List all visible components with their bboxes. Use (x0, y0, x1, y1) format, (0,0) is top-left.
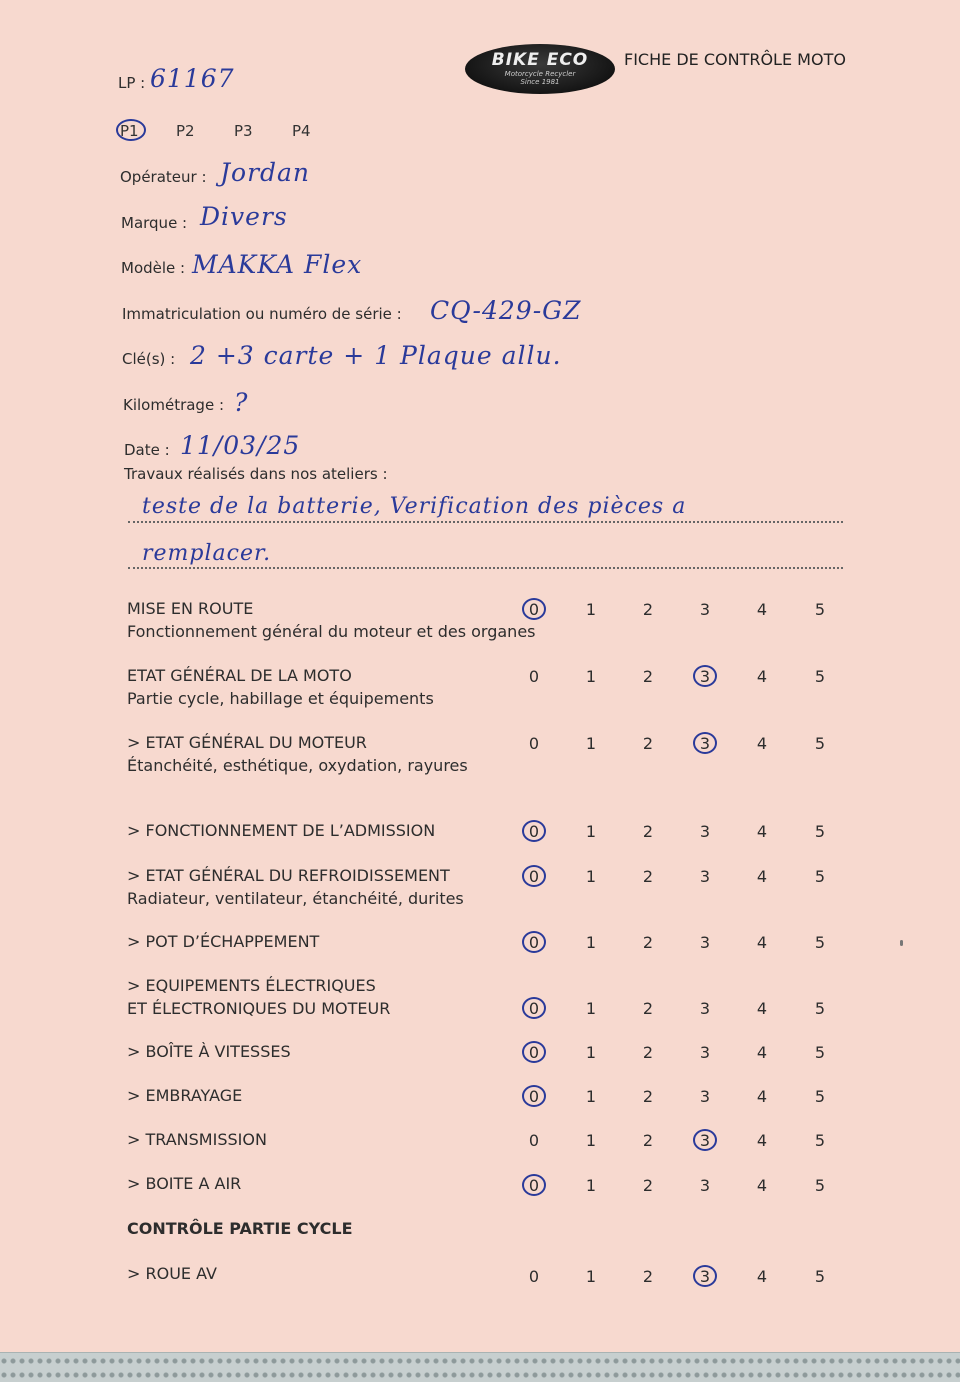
selected-score-circle (522, 1041, 546, 1063)
score-option-0: 0 (528, 999, 540, 1018)
selected-score-circle (522, 598, 546, 620)
score-option-1: 1 (585, 822, 597, 841)
score-option-2: 2 (642, 667, 654, 686)
criterion-title: CONTRÔLE PARTIE CYCLE (127, 1219, 353, 1238)
score-option-4: 4 (756, 1267, 768, 1286)
score-option-0: 0 (528, 1043, 540, 1062)
score-option-3: 3 (699, 933, 711, 952)
cles-label: Clé(s) : (122, 350, 176, 368)
score-option-5: 5 (814, 1267, 826, 1286)
travaux-text-1: teste de la batterie, Verification des pièces a (142, 494, 687, 519)
score-option-1: 1 (585, 734, 597, 753)
criterion-title: > ETAT GÉNÉRAL DU REFROIDISSEMENT (127, 866, 450, 885)
score-option-0: 0 (528, 1087, 540, 1106)
kilometrage-label: Kilométrage : (123, 396, 225, 414)
selected-score-circle (522, 931, 546, 953)
criterion-label (127, 864, 464, 910)
criterion-subtitle: Étanchéité, esthétique, oxydation, rayures (127, 756, 468, 775)
score-option-3: 3 (699, 734, 711, 753)
score-option-3: 3 (699, 1087, 711, 1106)
score-option-0: 0 (528, 1176, 540, 1195)
score-option-1: 1 (585, 1087, 597, 1106)
score-option-5: 5 (814, 1176, 826, 1195)
score-option-3: 3 (699, 1131, 711, 1150)
score-option-2: 2 (642, 933, 654, 952)
score-option-2: 2 (642, 1087, 654, 1106)
criterion-label (127, 731, 468, 777)
score-option-3: 3 (699, 1043, 711, 1062)
criterion-label (127, 974, 390, 1020)
score-option-3: 3 (699, 1267, 711, 1286)
criterion-title: > TRANSMISSION (127, 1130, 267, 1149)
modele-label: Modèle : (121, 259, 186, 277)
score-option-4: 4 (756, 1176, 768, 1195)
score-option-0: 0 (528, 600, 540, 619)
score-option-2: 2 (642, 999, 654, 1018)
selected-score-circle (693, 665, 717, 687)
position-p2: P2 (176, 122, 195, 140)
score-option-4: 4 (756, 1087, 768, 1106)
position-p3: P3 (234, 122, 253, 140)
travaux-text-2: remplacer. (142, 541, 272, 566)
criterion-label (127, 664, 434, 710)
lp-label: LP : (118, 74, 146, 92)
selected-score-circle (693, 1265, 717, 1287)
score-option-5: 5 (814, 822, 826, 841)
travaux-line-2 (128, 567, 843, 569)
marque-value: Divers (200, 202, 288, 231)
travaux-line-1 (128, 521, 843, 523)
score-option-1: 1 (585, 1131, 597, 1150)
operateur-value: Jordan (220, 158, 311, 187)
score-option-4: 4 (756, 667, 768, 686)
score-option-2: 2 (642, 1131, 654, 1150)
score-option-2: 2 (642, 1267, 654, 1286)
score-option-1: 1 (585, 667, 597, 686)
criterion-label (127, 1172, 241, 1195)
position-p1: P1 (120, 122, 139, 140)
criterion-title: > BOITE A AIR (127, 1174, 242, 1193)
sheet-title: FICHE DE CONTRÔLE MOTO (624, 50, 846, 69)
score-option-4: 4 (756, 933, 768, 952)
selected-score-circle (522, 865, 546, 887)
sheet-mark (900, 940, 903, 946)
score-option-0: 0 (528, 867, 540, 886)
criterion-title: ETAT GÉNÉRAL DE LA MOTO (127, 666, 352, 685)
kilometrage-value: ? (234, 388, 249, 417)
score-option-5: 5 (814, 1043, 826, 1062)
score-option-5: 5 (814, 933, 826, 952)
score-option-0: 0 (528, 933, 540, 952)
criterion-title: MISE EN ROUTE (127, 599, 254, 618)
score-option-4: 4 (756, 600, 768, 619)
criterion-label (127, 819, 435, 842)
score-option-4: 4 (756, 867, 768, 886)
score-option-0: 0 (528, 667, 540, 686)
travaux-label: Travaux réalisés dans nos ateliers : (124, 465, 388, 483)
score-option-1: 1 (585, 867, 597, 886)
criterion-subtitle: Partie cycle, habillage et équipements (127, 689, 434, 708)
criterion-label (127, 1128, 267, 1151)
selected-score-circle (693, 1129, 717, 1151)
criterion-title: > ROUE AV (127, 1264, 217, 1283)
criterion-title: > BOÎTE À VITESSES (127, 1042, 291, 1061)
score-option-4: 4 (756, 1131, 768, 1150)
score-option-5: 5 (814, 1131, 826, 1150)
criterion-title: > POT D’ÉCHAPPEMENT (127, 932, 320, 951)
criterion-label (127, 930, 319, 953)
selected-score-circle (522, 1174, 546, 1196)
score-option-4: 4 (756, 734, 768, 753)
score-option-5: 5 (814, 734, 826, 753)
score-option-4: 4 (756, 822, 768, 841)
score-option-4: 4 (756, 999, 768, 1018)
score-option-0: 0 (528, 1131, 540, 1150)
criterion-subtitle: Radiateur, ventilateur, étanchéité, durites (127, 889, 464, 908)
position-p4: P4 (292, 122, 311, 140)
score-option-1: 1 (585, 933, 597, 952)
modele-value: MAKKA Flex (192, 250, 363, 279)
date-value: 11/03/25 (180, 431, 301, 460)
score-option-2: 2 (642, 734, 654, 753)
criterion-subtitle: ET ÉLECTRONIQUES DU MOTEUR (127, 999, 391, 1018)
score-option-5: 5 (814, 600, 826, 619)
score-option-3: 3 (699, 1176, 711, 1195)
selected-score-circle (522, 1085, 546, 1107)
score-option-2: 2 (642, 822, 654, 841)
score-option-1: 1 (585, 999, 597, 1018)
criterion-title: > EMBRAYAGE (127, 1086, 243, 1105)
score-option-1: 1 (585, 1043, 597, 1062)
score-option-2: 2 (642, 1043, 654, 1062)
score-option-0: 0 (528, 1267, 540, 1286)
score-option-2: 2 (642, 867, 654, 886)
date-label: Date : (124, 441, 170, 459)
bike-eco-logo: BIKE ECO Motorcycle Recycler Since 1981 (465, 44, 615, 94)
marque-label: Marque : (121, 214, 188, 232)
score-option-4: 4 (756, 1043, 768, 1062)
score-option-3: 3 (699, 600, 711, 619)
score-option-2: 2 (642, 1176, 654, 1195)
immatriculation-label: Immatriculation ou numéro de série : (122, 305, 402, 323)
criterion-title: > ETAT GÉNÉRAL DU MOTEUR (127, 733, 367, 752)
score-option-3: 3 (699, 999, 711, 1018)
criterion-label (127, 1262, 217, 1285)
score-option-5: 5 (814, 667, 826, 686)
criterion-title: > EQUIPEMENTS ÉLECTRIQUES (127, 976, 376, 995)
selected-score-circle (693, 732, 717, 754)
immatriculation-value: CQ-429-GZ (430, 296, 582, 325)
criterion-label (127, 597, 536, 643)
criterion-title: > FONCTIONNEMENT DE L’ADMISSION (127, 821, 436, 840)
criterion-label (127, 1040, 291, 1063)
selected-score-circle (522, 997, 546, 1019)
score-option-0: 0 (528, 734, 540, 753)
score-option-5: 5 (814, 867, 826, 886)
criterion-label (127, 1084, 242, 1107)
lp-value: 61167 (150, 64, 235, 93)
score-option-2: 2 (642, 600, 654, 619)
score-option-5: 5 (814, 999, 826, 1018)
cles-value: 2 +3 carte + 1 Plaque allu. (190, 341, 562, 370)
score-option-1: 1 (585, 600, 597, 619)
score-option-1: 1 (585, 1176, 597, 1195)
score-option-0: 0 (528, 822, 540, 841)
score-option-3: 3 (699, 667, 711, 686)
binder-strip (0, 1352, 960, 1382)
section-heading (127, 1217, 353, 1240)
criterion-subtitle: Fonctionnement général du moteur et des organes (127, 622, 536, 641)
score-option-5: 5 (814, 1087, 826, 1106)
operateur-label: Opérateur : (120, 168, 207, 186)
selected-score-circle (522, 820, 546, 842)
score-option-1: 1 (585, 1267, 597, 1286)
score-option-3: 3 (699, 822, 711, 841)
score-option-3: 3 (699, 867, 711, 886)
